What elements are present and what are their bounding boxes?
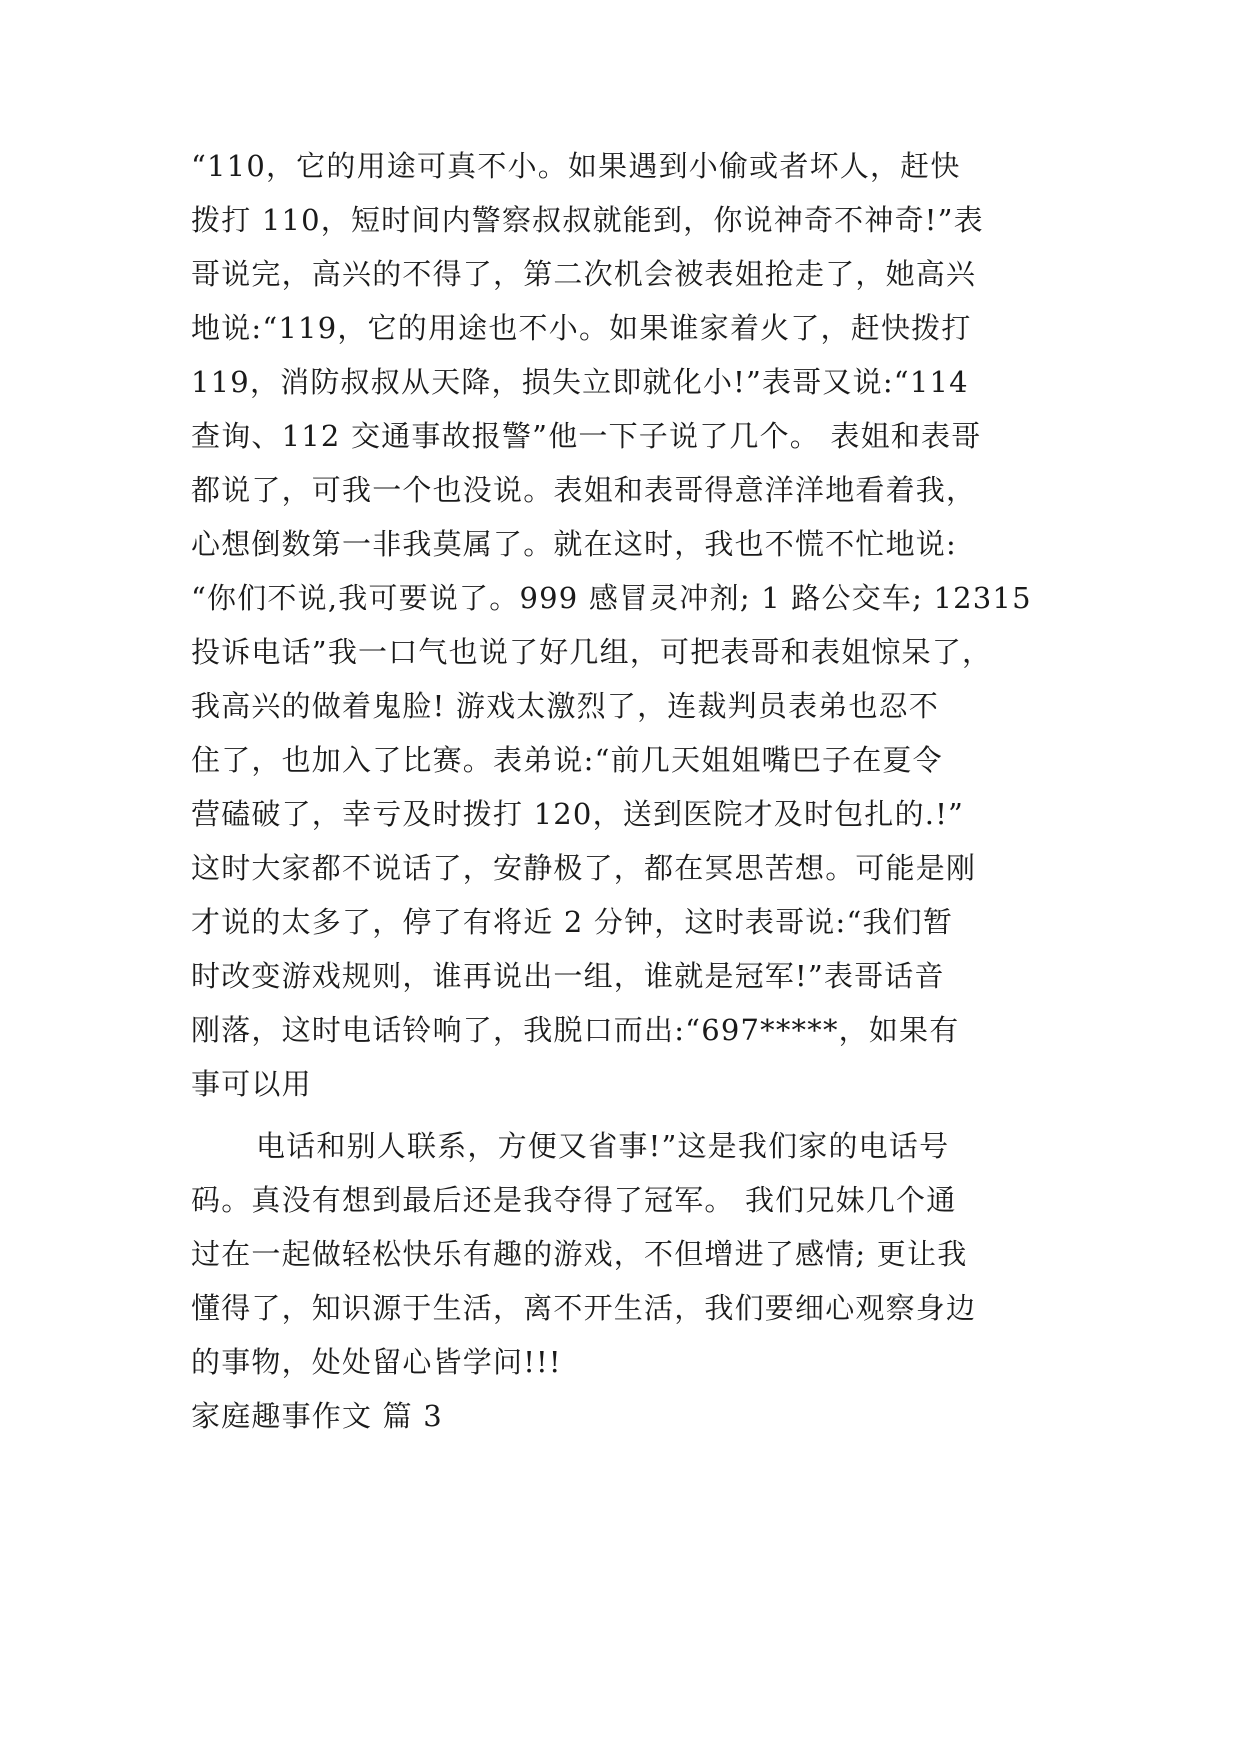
text-line: 查询、112 交通事故报警”他一下子说了几个。 表姐和表哥 — [191, 419, 982, 453]
text-line: 事可以用 — [191, 1067, 312, 1101]
text-line: 电话和别人联系，方便又省事!”这是我们家的电话号 — [256, 1129, 950, 1163]
text-line: 才说的太多了，停了有将近 2 分钟，这时表哥说:“我们暂 — [191, 905, 954, 939]
text-line: 哥说完，高兴的不得了，第二次机会被表姐抢走了，她高兴 — [191, 257, 977, 291]
text-line: 码。真没有想到最后还是我夺得了冠军。 我们兄妹几个通 — [191, 1183, 957, 1217]
text-line: 地说:“119，它的用途也不小。如果谁家着火了，赶快拨打 — [191, 311, 972, 345]
text-line: 营磕破了，幸亏及时拨打 120，送到医院才及时包扎的.!” — [191, 797, 965, 831]
section-heading: 家庭趣事作文 篇 3 — [191, 1399, 443, 1433]
text-line: 拨打 110，短时间内警察叔叔就能到，你说神奇不神奇!”表 — [191, 203, 984, 237]
text-line: 刚落，这时电话铃响了，我脱口而出:“697*****，如果有 — [191, 1013, 960, 1047]
text-line: 的事物，处处留心皆学问!!! — [191, 1345, 562, 1379]
text-line: 心想倒数第一非我莫属了。就在这时，我也不慌不忙地说: — [191, 527, 957, 561]
text-line: 懂得了，知识源于生活，离不开生活，我们要细心观察身边 — [191, 1291, 977, 1325]
text-line: 过在一起做轻松快乐有趣的游戏，不但增进了感情; 更让我 — [191, 1237, 968, 1271]
text-line: 这时大家都不说话了，安静极了，都在冥思苦想。可能是刚 — [191, 851, 977, 885]
text-line: “110，它的用途可真不小。如果遇到小偷或者坏人，赶快 — [191, 149, 961, 183]
text-line: 住了，也加入了比赛。表弟说:“前几天姐姐嘴巴子在夏令 — [191, 743, 943, 777]
text-line: 都说了，可我一个也没说。表姐和表哥得意洋洋地看着我， — [191, 473, 977, 507]
text-line: “你们不说,我可要说了。999 感冒灵冲剂; 1 路公交车; 12315 — [191, 581, 1032, 615]
text-line: 119，消防叔叔从天降，损失立即就化小!”表哥又说:“114 — [191, 365, 969, 399]
text-line: 我高兴的做着鬼脸! 游戏太激烈了，连裁判员表弟也忍不 — [191, 689, 940, 723]
text-line: 投诉电话”我一口气也说了好几组，可把表哥和表姐惊呆了， — [191, 635, 993, 669]
text-line: 时改变游戏规则，谁再说出一组，谁就是冠军!”表哥话音 — [191, 959, 945, 993]
